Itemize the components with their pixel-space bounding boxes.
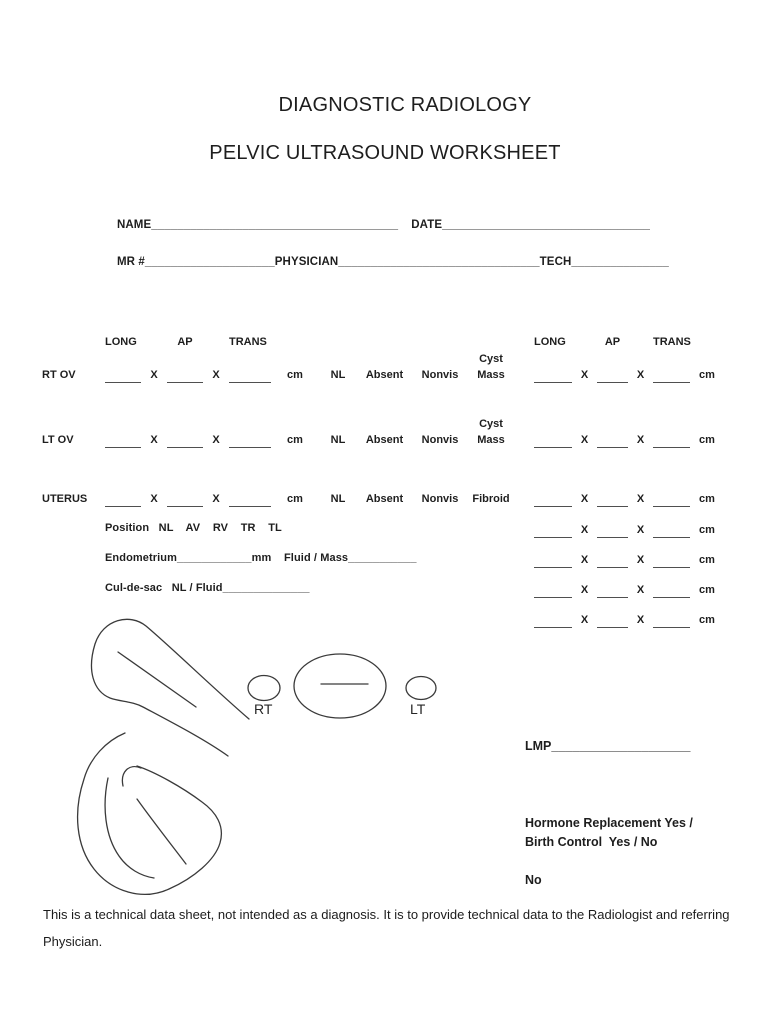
left-ovary-circle [406, 677, 436, 700]
absent-option: Absent [365, 434, 404, 446]
x-separator: X [580, 554, 589, 566]
x-separator: X [212, 369, 220, 381]
dimension-blank [229, 434, 271, 448]
col-header-trans: TRANS [229, 336, 267, 348]
dimension-blank [653, 584, 690, 598]
dimension-blank [105, 493, 141, 507]
right-measure-row [534, 552, 724, 568]
absent-option: Absent [365, 369, 404, 381]
right-measure-row [534, 612, 724, 628]
retroverted-uterus-outline [78, 733, 222, 894]
col-header-ap: AP [177, 336, 193, 348]
cm-unit: cm [699, 434, 715, 446]
endometrium-line: Endometrium____________mm Fluid / Mass___________ [105, 552, 417, 564]
cul-de-sac-line: Cul-de-sac NL / Fluid______________ [105, 582, 310, 594]
nonvis-option: Nonvis [421, 493, 459, 505]
right-measure-row [534, 522, 724, 538]
table-row-rt-ov [42, 353, 514, 383]
col-header-long: LONG [534, 336, 566, 348]
sagittal-uterus-outline [91, 619, 249, 756]
dimension-blank [597, 369, 628, 383]
x-separator: X [636, 554, 645, 566]
dimension-blank [105, 434, 141, 448]
right-measure-row [534, 582, 724, 598]
dimension-blank [653, 493, 690, 507]
right-column-headers [534, 336, 690, 350]
dimension-blank [534, 493, 572, 507]
cm-unit: cm [699, 493, 715, 505]
name-date-line: NAME______________________________________ DATE________________________________ [117, 219, 650, 231]
dimension-blank [534, 434, 572, 448]
dimension-blank [167, 493, 203, 507]
page-title: DIAGNOSTIC RADIOLOGY [278, 94, 532, 116]
retroverted-inner-arc [105, 778, 154, 878]
cm-unit: cm [699, 554, 715, 566]
nl-option: NL [330, 369, 346, 381]
retroverted-stripe-line [137, 799, 186, 864]
dimension-blank [534, 524, 572, 538]
dimension-blank [597, 493, 628, 507]
fibroid-option: Fibroid [472, 492, 510, 505]
col-header-ap: AP [604, 336, 621, 348]
right-measure-row [534, 432, 724, 448]
disclaimer-text: This is a technical data sheet, not intended as a diagnosis. It is to provide technical data to the Radiologist and referring Physician. [43, 907, 730, 949]
row-label: RT OV [42, 369, 76, 381]
col-header-trans: TRANS [653, 336, 691, 348]
dimension-blank [597, 584, 628, 598]
rt-ovary-label: RT [254, 701, 273, 717]
x-separator: X [150, 493, 158, 505]
x-separator: X [636, 524, 645, 536]
dimension-blank [597, 614, 628, 628]
mr-physician-tech-line: MR #____________________PHYSICIAN_______________________________TECH_______________ [117, 256, 669, 268]
nl-option: NL [330, 434, 346, 446]
birth-control-line: Birth Control Yes / No [525, 835, 658, 849]
nl-option: NL [330, 493, 346, 505]
nonvis-option: Nonvis [421, 369, 459, 381]
dimension-blank [597, 554, 628, 568]
left-column-headers [42, 336, 271, 350]
dimension-blank [229, 493, 271, 507]
x-separator: X [636, 434, 645, 446]
x-separator: X [212, 434, 220, 446]
cm-unit: cm [699, 369, 715, 381]
x-separator: X [212, 493, 220, 505]
dimension-blank [534, 614, 572, 628]
row-label: UTERUS [42, 493, 88, 505]
right-ovary-circle [248, 676, 280, 701]
x-separator: X [636, 493, 645, 505]
cm-unit: cm [287, 369, 303, 381]
retroverted-curl [122, 767, 141, 786]
dimension-blank [653, 369, 690, 383]
cm-unit: cm [287, 434, 303, 446]
x-separator: X [150, 434, 158, 446]
page-subtitle: PELVIC ULTRASOUND WORKSHEET [209, 142, 561, 164]
x-separator: X [150, 369, 158, 381]
cyst-mass-option: Cyst Mass [477, 353, 505, 381]
x-separator: X [580, 524, 589, 536]
row-label: LT OV [42, 434, 74, 446]
dimension-blank [534, 369, 572, 383]
lmp-line: LMP____________________ [525, 739, 691, 753]
dimension-blank [597, 524, 628, 538]
dimension-blank [534, 584, 572, 598]
table-row-uterus [42, 491, 514, 507]
dimension-blank [653, 614, 690, 628]
col-header-long: LONG [105, 336, 137, 348]
nonvis-option: Nonvis [421, 434, 459, 446]
dimension-blank [229, 369, 271, 383]
dimension-blank [653, 434, 690, 448]
uterus-position-line: Position NL AV RV TR TL [105, 522, 282, 534]
dimension-blank [167, 434, 203, 448]
cm-unit: cm [699, 614, 715, 626]
x-separator: X [636, 369, 645, 381]
x-separator: X [636, 614, 645, 626]
dimension-blank [105, 369, 141, 383]
cyst-mass-option: Cyst Mass [477, 418, 505, 446]
x-separator: X [580, 434, 589, 446]
table-row-lt-ov [42, 418, 514, 448]
right-measure-row [534, 367, 724, 383]
x-separator: X [580, 614, 589, 626]
dimension-blank [597, 434, 628, 448]
x-separator: X [636, 584, 645, 596]
dimension-blank [534, 554, 572, 568]
absent-option: Absent [365, 493, 404, 505]
dimension-blank [653, 524, 690, 538]
lt-ovary-label: LT [410, 701, 426, 717]
cm-unit: cm [699, 524, 715, 536]
cm-unit: cm [699, 584, 715, 596]
transverse-uterus-ellipse [294, 654, 386, 718]
x-separator: X [580, 584, 589, 596]
dimension-blank [167, 369, 203, 383]
x-separator: X [580, 493, 589, 505]
cm-unit: cm [287, 493, 303, 505]
hormone-replacement-line: Hormone Replacement Yes / No [525, 816, 693, 887]
endometrial-stripe-line [118, 652, 196, 707]
right-measure-row [534, 491, 724, 507]
dimension-blank [653, 554, 690, 568]
x-separator: X [580, 369, 589, 381]
